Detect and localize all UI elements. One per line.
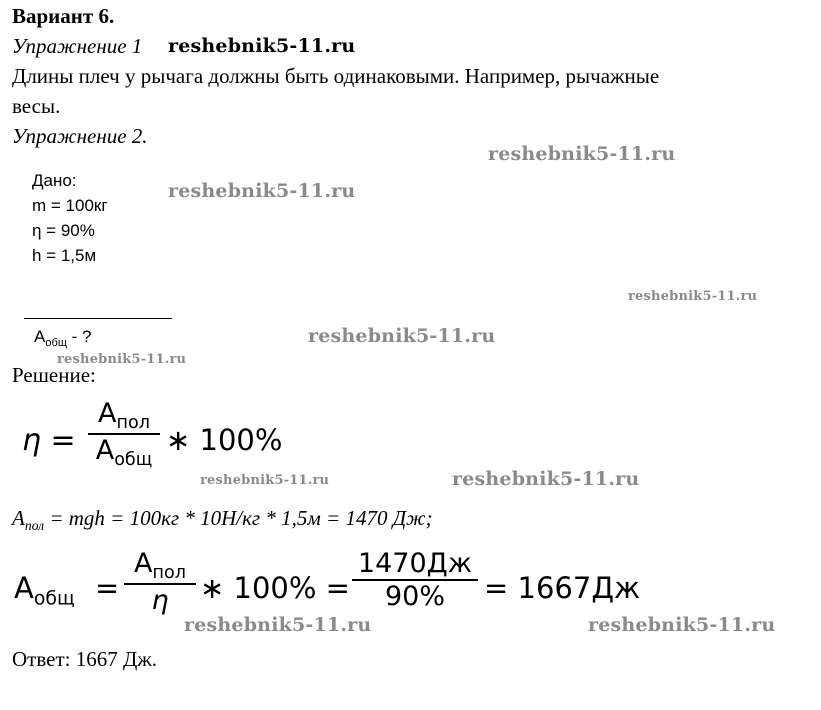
watermark: reshebnik5-11.ru <box>452 468 640 490</box>
formula3-numerator2: 1470Дж <box>357 548 473 579</box>
watermark: reshebnik5-11.ru <box>588 614 776 636</box>
watermark: reshebnik5-11.ru <box>308 325 496 347</box>
formula3-fraction1 <box>124 548 196 616</box>
exercise-1-text-line1: Длины плеч у рычага должны быть одинаковыми. Например, рычажные <box>12 64 660 88</box>
formula3-fraction2 <box>352 548 478 612</box>
formula3-numerator: $А_{пол}$ <box>134 548 186 584</box>
watermark: reshebnik5-11.ru <box>168 180 356 202</box>
watermark: reshebnik5-11.ru <box>488 143 676 165</box>
formula1-eta: η = <box>22 423 76 458</box>
solution-label: Решение: <box>12 363 96 387</box>
given-height: h = 1,5м <box>32 246 97 265</box>
formula3-equals: = <box>95 571 120 605</box>
answer: Ответ: 1667 Дж. <box>12 647 158 671</box>
formula1-tail: ∗ 100% <box>166 423 283 457</box>
formula2-useful-work: $А_{пол}$ = mgh = 100кг * 10Н/кг * 1,5м = 1470 Дж; <box>12 506 433 533</box>
formula1-numerator: $А_{пол}$ <box>98 398 150 434</box>
given-divider <box>24 318 172 319</box>
formula3-denominator2: 90% <box>384 581 445 612</box>
given-block <box>32 168 108 268</box>
formula3-lhs: $А_{общ}$ <box>14 571 75 610</box>
given-mass: m = 100кг <box>32 196 108 215</box>
exercise-1-text-line2: весы. <box>12 94 61 118</box>
given-title: Дано: <box>32 171 77 190</box>
watermark: reshebnik5-11.ru <box>184 614 372 636</box>
watermark: reshebnik5-11.ru <box>628 289 758 304</box>
exercise-2-label: Упражнение 2. <box>12 124 148 148</box>
formula3-denominator: η <box>151 585 169 617</box>
watermark: reshebnik5-11.ru <box>200 473 330 488</box>
formula1-denominator: $А_{общ}$ <box>95 435 153 471</box>
exercise-1-label: Упражнение 1 <box>12 34 143 58</box>
watermark: reshebnik5-11.ru <box>168 35 356 57</box>
formula3-result: = 1667Дж <box>484 571 641 605</box>
watermark: reshebnik5-11.ru <box>57 352 187 367</box>
formula3-multiply: ∗ 100% = <box>200 571 350 605</box>
page-title: Вариант 6. <box>12 4 115 28</box>
given-efficiency: η = 90% <box>32 221 95 240</box>
formula1-fraction <box>88 398 160 470</box>
unknown-quantity: $А_{общ}$ - ? <box>34 327 92 349</box>
